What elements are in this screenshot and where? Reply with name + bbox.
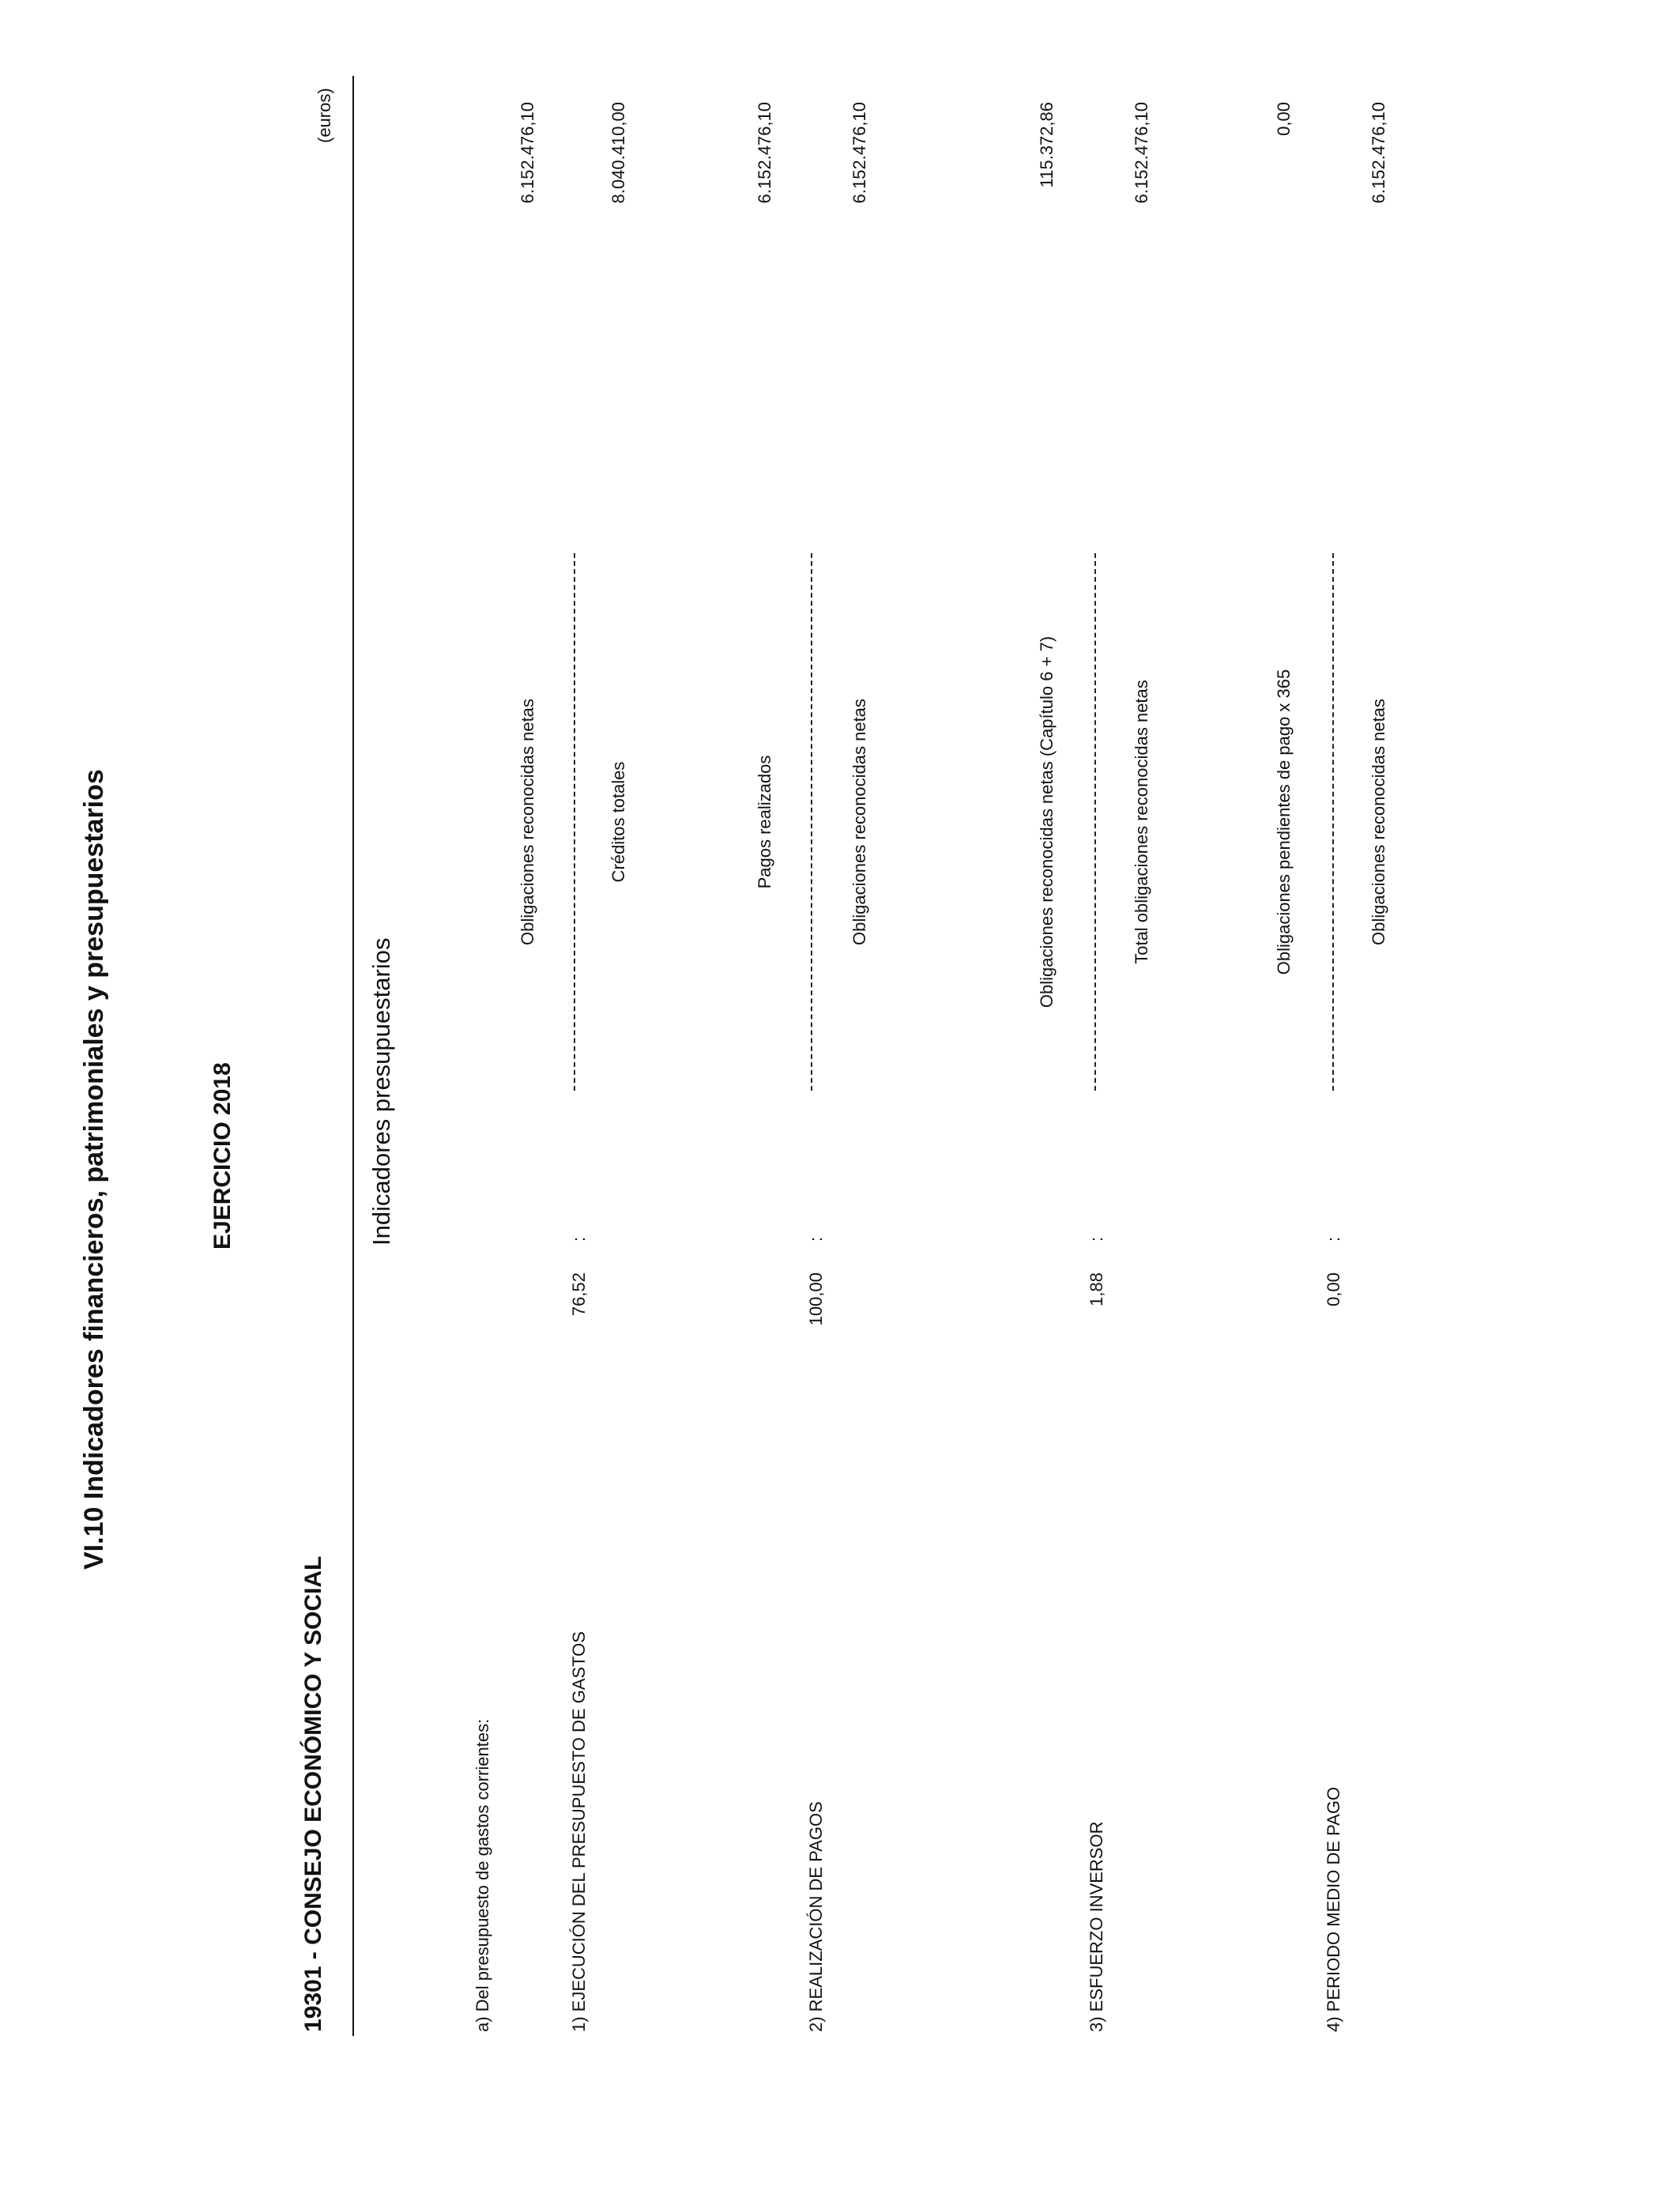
indicator-label: 4) PERIODO MEDIO DE PAGO	[1324, 1786, 1343, 2032]
denominator-value: 6.152.476,10	[849, 102, 869, 204]
fraction-line	[811, 553, 812, 1091]
denominator-label: Créditos totales	[608, 761, 628, 883]
numerator-value: 115.372,86	[1037, 102, 1057, 188]
fiscal-year-heading: EJERCICIO 2018	[209, 1062, 235, 1250]
fraction-line	[1332, 553, 1334, 1091]
numerator-value: 6.152.476,10	[518, 102, 537, 204]
indicator-colon: :	[1087, 1236, 1106, 1242]
denominator-label: Obligaciones reconocidas netas	[849, 699, 869, 945]
indicator-label: 1) EJECUCIÓN DEL PRESUPUESTO DE GASTOS	[569, 1631, 589, 2032]
numerator-value: 6.152.476,10	[755, 102, 774, 204]
numerator-value: 0,00	[1274, 102, 1294, 136]
indicator-colon: :	[569, 1236, 589, 1242]
indicator-ratio: 0,00	[1324, 1272, 1343, 1306]
numerator-label: Obligaciones pendientes de pago x 365	[1274, 669, 1294, 975]
header-rule	[352, 76, 354, 2036]
currency-note: (euros)	[315, 88, 334, 143]
indicator-label: 3) ESFUERZO INVERSOR	[1087, 1821, 1106, 2032]
denominator-label: Obligaciones reconocidas netas	[1369, 699, 1388, 945]
indicator-colon: :	[1324, 1236, 1343, 1242]
organization-heading: 19301 - CONSEJO ECONÓMICO Y SOCIAL	[300, 1555, 326, 2032]
indicator-label: 2) REALIZACIÓN DE PAGOS	[806, 1801, 826, 2032]
denominator-value: 8.040.410,00	[608, 102, 628, 204]
indicator-ratio: 76,52	[569, 1272, 589, 1317]
group-label: a) Del presupuesto de gastos corrientes:	[473, 1718, 492, 2032]
denominator-value: 6.152.476,10	[1132, 102, 1151, 204]
numerator-label: Obligaciones reconocidas netas (Capítulo 6 + 7)	[1037, 635, 1057, 1008]
fraction-line	[574, 553, 575, 1091]
numerator-label: Pagos realizados	[755, 755, 774, 889]
section-title: Indicadores presupuestarios	[367, 937, 395, 1246]
denominator-label: Total obligaciones reconocidas netas	[1132, 680, 1151, 964]
document-title: VI.10 Indicadores financieros, patrimoniales y presupuestarios	[79, 769, 109, 1570]
indicator-ratio: 100,00	[806, 1272, 826, 1326]
indicator-ratio: 1,88	[1087, 1272, 1106, 1306]
denominator-value: 6.152.476,10	[1369, 102, 1388, 204]
numerator-label: Obligaciones reconocidas netas	[518, 699, 537, 945]
fraction-line	[1094, 553, 1096, 1091]
indicator-colon: :	[806, 1236, 826, 1242]
